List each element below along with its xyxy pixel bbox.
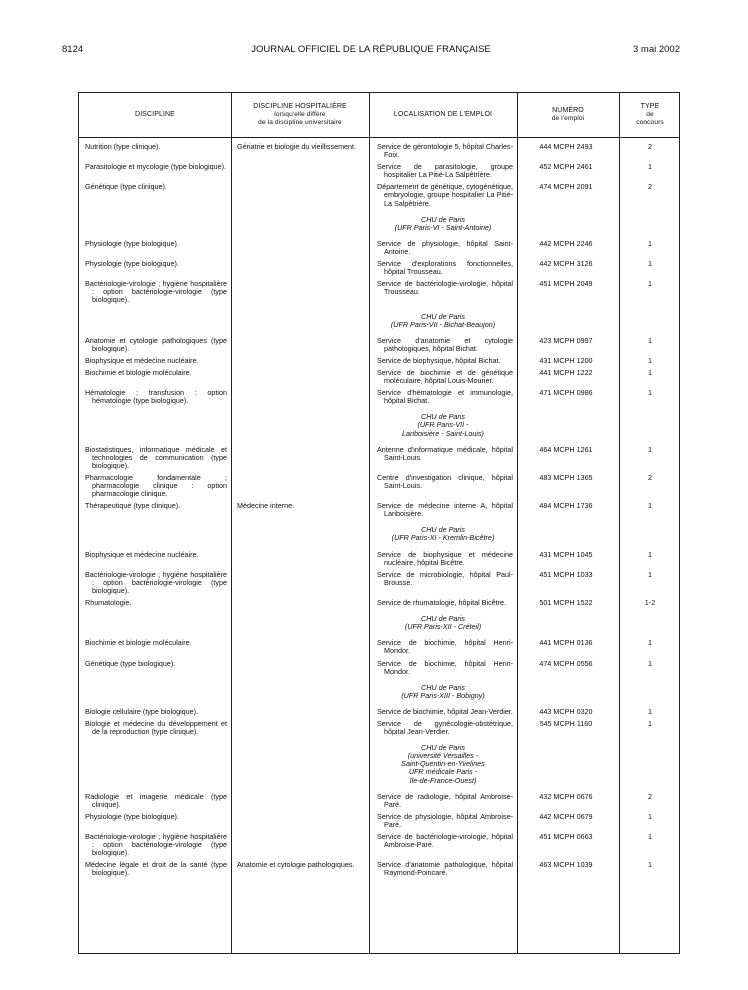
header-divider [79,137,679,138]
discipline-text: Bactériologie-virologie ; hygiène hospitalière : option bactériologie-virologie (type biologique). [85,569,227,595]
section-heading-text [369,413,517,437]
numero-cell: 423 MCPH 0997 [539,335,593,345]
table-row [79,143,681,159]
discipline-cell [79,551,231,567]
type-cell: 1 [648,501,652,511]
section-heading-line: CHU de Paris [421,682,465,692]
localisation-text: Service d'explorations fonctionnelles, hôpital Trousseau. [377,259,513,277]
discipline-text: Génétique (type biologique). [85,658,176,668]
localisation-text: Service de parasitologie, groupe hospitalier La Pitié-La Salpêtrière. [377,162,513,180]
localisation-cell [369,660,517,676]
localisation-text: Service de bactériologie-virologie, hôpital Ambroise-Paré. [377,832,513,850]
numero-cell: 451 MCPH 2049 [539,279,593,289]
type-cell: 1 [648,811,652,821]
section-heading [79,744,517,784]
type-cell: 2 [648,142,652,151]
type-cell: 1 [648,832,652,841]
discipline-text: Thérapeutique (type clinique). [85,501,181,511]
employment-table [78,92,680,954]
table-row [79,861,681,877]
section-heading-line: Ile-de-France-Ouest) [409,775,477,785]
section-heading [79,615,517,631]
table-row [79,337,681,353]
localisation-text: Service de biochimie, hôpital Henri-Mondor. [377,658,513,676]
numero-cell: 442 MCPH 2246 [539,238,593,248]
type-cell: 1 [648,355,652,365]
type-cell: 1 [648,444,652,454]
numero-cell: 432 MCPH 0676 [539,791,593,801]
hospitaliere-cell [231,813,369,829]
discipline-cell [79,833,231,857]
type-cell: 1 [648,658,652,668]
numero-cell: 441 MCPH 1222 [539,367,593,377]
localisation-cell [369,502,517,518]
localisation-cell [369,793,517,809]
table-row [79,446,681,470]
hospitaliere-cell [231,389,369,405]
discipline-text: Nutrition (type clinique). [85,142,161,151]
type-cell: 1-2 [644,598,656,608]
table-row [79,369,681,385]
table-row [79,389,681,405]
discipline-cell [79,708,231,716]
discipline-text: Rhumatologie. [85,598,132,608]
hospitaliere-cell [231,660,369,676]
discipline-cell [79,571,231,595]
col-header-type-line3: concours [636,119,664,126]
type-cell: 1 [648,259,652,269]
table-row [79,551,681,567]
discipline-cell [79,599,231,607]
type-cell: 1 [648,549,652,559]
localisation-cell [369,571,517,595]
publication-date: 3 mai 2002 [632,44,680,55]
localisation-cell [369,474,517,498]
table-row [79,240,681,256]
localisation-text: Service de biochimie, hôpital Henri-Mondor. [377,638,513,656]
table-row [79,660,681,676]
localisation-cell [369,833,517,857]
section-heading-text [369,216,517,232]
discipline-text: Bactériologie-virologie ; hygiène hospitalière : option bactériologie-virologie (type biologique). [85,279,227,305]
discipline-text: Physiologie (type biologique). [85,811,179,821]
col-header-type-line2: de [646,111,654,118]
discipline-text: Physiologie (type biologique). [85,259,179,269]
section-heading-line: CHU de Paris [421,214,465,224]
section-heading-text [369,313,517,329]
type-cell: 1 [648,569,652,579]
localisation-text: Service de physiologie, hôpital Saint-Antoine. [377,238,513,256]
type-cell: 2 [648,472,652,482]
hospitaliere-cell [231,280,369,304]
discipline-cell [79,446,231,470]
discipline-cell [79,260,231,276]
discipline-cell [79,357,231,365]
discipline-text: Pharmacologie fondamentale ; pharmacologie clinique : option pharmacologie clinique. [85,472,227,499]
table-row [79,183,681,207]
col-header-numero [517,93,619,137]
table-row [79,474,681,498]
localisation-text: Service de radiologie, hôpital Ambroise-Paré. [377,791,513,809]
hospitaliere-cell [231,357,369,365]
localisation-text: Service de microbiologie, hôpital Paul-Brousse. [377,569,513,587]
type-cell: 1 [648,279,652,289]
discipline-text: Médecine légale et droit de la santé (type biologique). [85,860,227,878]
section-heading-line: CHU de Paris [421,525,465,535]
numero-cell: 471 MCPH 0986 [539,388,593,398]
localisation-cell [369,708,517,716]
localisation-text: Service de biochimie, hôpital Jean-Verdier. [377,706,513,716]
table-row [79,571,681,595]
journal-title: JOURNAL OFFICIEL DE LA RÉPUBLIQUE FRANÇAISE [251,44,491,55]
localisation-text: Service d'anatomie pathologique, hôpital Raymond-Poincaré. [377,860,513,878]
localisation-cell [369,720,517,736]
table-row [79,280,681,304]
section-heading-line: (UFR Paris-VI - Saint-Antoine) [394,222,492,232]
section-heading [79,413,517,437]
discipline-cell [79,163,231,179]
section-heading-line: (UFR Paris-VII - [417,420,469,430]
table-row [79,793,681,809]
section-heading-line: Saint-Quentin-en-Yvelines [401,759,485,769]
numero-cell: 451 MCPH 1033 [539,569,593,579]
discipline-cell [79,143,231,159]
discipline-text: Biologie cellulaire (type biologique). [85,706,199,716]
numero-cell: 474 MCPH 0556 [539,658,593,668]
section-heading-text [369,526,517,542]
discipline-text: Anatomie et cytologie pathologiques (type biologique). [85,335,227,353]
table-row [79,599,681,607]
hospitaliere-cell [231,708,369,716]
section-heading [79,684,517,700]
discipline-cell [79,369,231,385]
type-cell: 1 [648,367,652,377]
localisation-text: Service de médecine interne A, hôpital Lariboisière. [377,501,513,519]
discipline-cell [79,280,231,304]
localisation-cell [369,551,517,567]
type-cell: 1 [648,388,652,398]
section-heading [79,526,517,542]
col-header-numero-line1: NUMÉRO [552,107,584,114]
numero-cell: 474 MCPH 2091 [539,182,593,192]
localisation-cell [369,143,517,159]
discipline-cell [79,720,231,736]
discipline-cell [79,183,231,207]
numero-cell: 441 MCPH 0136 [539,638,593,648]
type-cell: 1 [648,860,652,870]
discipline-text: Génétique (type clinique). [85,182,167,192]
localisation-cell [369,813,517,829]
discipline-text: Bactériologie-virologie ; hygiène hospitalière : option bactériologie-virologie (type biologique). [85,832,227,858]
localisation-cell [369,369,517,385]
hospitaliere-cell [231,720,369,736]
discipline-text: Biologie et médecine du développement et de la reproduction (type clinique). [85,718,227,737]
col-header-discipline [79,93,231,137]
hospitaliere-cell [231,833,369,857]
discipline-cell [79,337,231,353]
localisation-cell [369,446,517,470]
localisation-text: Service de biophysique, hôpital Bichat. [377,355,501,365]
hospitaliere-cell [231,260,369,276]
localisation-text: Centre d'investigation clinique, hôpital Saint-Louis. [377,472,513,490]
localisation-cell [369,260,517,276]
col-header-hospitaliere-line3: de la discipline universitaire [258,119,342,126]
localisation-cell [369,599,517,607]
col-header-numero-line2: de l'emploi [551,115,585,122]
col-header-type [619,93,681,137]
type-cell: 1 [648,718,652,728]
localisation-text: Antenne d'informatique médicale, hôpital Saint-Louis. [377,444,513,462]
hospitaliere-cell: Médecine interne. [237,501,295,511]
discipline-cell [79,660,231,676]
localisation-cell [369,240,517,256]
localisation-text: Service de physiologie, hôpital Ambroise-Paré. [377,811,513,829]
localisation-text: Département de génétique, cytogénétique, embryologie, groupe hospitalier La Pitié-La Salpêtrière. [377,182,513,208]
localisation-text: Service de biochimie et de génétique moléculaire, hôpital Louis-Mourier. [377,367,513,386]
discipline-cell [79,861,231,877]
section-heading [79,313,517,329]
hospitaliere-cell [231,240,369,256]
numero-cell: 451 MCPH 0663 [539,832,593,841]
discipline-cell [79,389,231,405]
col-header-hospitaliere-line2: lorsqu'elle diffère [274,111,326,118]
numero-cell: 545 MCPH 1160 [539,718,593,728]
discipline-text: Biophysique et médecine nucléaire. [85,549,199,559]
localisation-cell [369,639,517,655]
discipline-cell [79,793,231,809]
localisation-text: Service de rhumatologie, hôpital Bicêtre. [377,598,507,608]
section-heading-line: CHU de Paris [421,311,465,321]
col-header-localisation-label: LOCALISATION DE L'EMPLOI [393,111,493,118]
discipline-text: Hématologie ; transfusion : option hématologie (type biologique). [85,388,227,406]
section-heading-line: UFR médicale Paris - [408,767,478,777]
discipline-text: Radiologie et imagerie médicale (type clinique). [85,791,227,809]
localisation-cell [369,861,517,877]
section-heading [79,216,517,232]
hospitaliere-cell: Gériatrie et biologie du vieillissement. [237,142,357,151]
hospitaliere-cell [231,337,369,353]
col-header-localisation [369,93,517,137]
localisation-text: Service de bactériologie-virologie, hôpital Trousseau. [377,279,513,297]
numero-cell: 431 MCPH 1200 [539,355,593,365]
localisation-text: Service de biophysique et médecine nucléaire, hôpital Bicêtre. [377,549,513,567]
hospitaliere-cell [231,639,369,655]
discipline-cell [79,240,231,256]
discipline-text: Parasitologie et mycologie (type biologique). [85,162,227,172]
hospitaliere-cell [231,163,369,179]
numero-cell: 431 MCPH 1045 [539,549,593,559]
col-header-hospitaliere [231,93,369,137]
type-cell: 1 [648,335,652,345]
hospitaliere-cell: Anatomie et cytologie pathologiques. [237,860,355,870]
type-cell: 1 [648,638,652,648]
page-number: 8124 [62,44,84,55]
table-row [79,813,681,829]
discipline-text: Biochimie et biologie moléculaire. [85,638,192,648]
hospitaliere-cell [231,551,369,567]
localisation-cell [369,337,517,353]
hospitaliere-cell [231,446,369,470]
localisation-cell [369,280,517,304]
localisation-cell [369,389,517,405]
hospitaliere-cell [231,793,369,809]
section-heading-text [369,615,517,631]
localisation-cell [369,357,517,365]
section-heading-line: (université Versailles - [407,751,479,761]
numero-cell: 444 MCPH 2493 [539,142,593,151]
numero-cell: 443 MCPH 0320 [539,706,593,716]
numero-cell: 442 MCPH 3126 [539,259,593,269]
table-row [79,502,681,518]
discipline-cell [79,639,231,655]
discipline-text: Biostatistiques, informatique médicale et technologies de communication (type biologique). [85,444,227,470]
hospitaliere-cell [231,571,369,595]
type-cell: 1 [648,706,652,716]
localisation-text: Service de gérontologie 5, hôpital Charles-Foix. [377,142,513,160]
table-row [79,260,681,276]
section-heading-line: (UFR Paris-XII - Créteil) [404,622,482,632]
discipline-cell [79,813,231,829]
discipline-cell [79,502,231,518]
section-heading-line: (UFR Paris-VII - Bichat-Beaujon) [390,319,496,329]
type-cell: 1 [648,162,652,172]
type-cell: 2 [648,791,652,801]
section-heading-line: CHU de Paris [421,743,465,753]
discipline-text: Biophysique et médecine nucléaire. [85,355,199,365]
numero-cell: 464 MCPH 1261 [539,444,593,454]
discipline-text: Biochimie et biologie moléculaire. [85,367,192,377]
type-cell: 1 [648,238,652,248]
section-heading-line: Lariboisière - Saint-Louis) [402,428,484,438]
section-heading-line: (UFR Paris-XIII - Bobigny) [401,690,485,700]
table-row [79,357,681,365]
hospitaliere-cell [231,369,369,385]
hospitaliere-cell [231,183,369,207]
col-header-hospitaliere-line1: DISCIPLINE HOSPITALIÈRE [253,103,347,110]
table-row [79,639,681,655]
section-heading-text [369,744,517,784]
localisation-text: Service d'hématologie et immunologie, hôpital Bichat. [377,388,513,406]
col-header-type-line1: TYPE [640,103,660,110]
discipline-cell [79,474,231,498]
table-body [79,143,681,881]
section-heading-line: (UFR Paris-XI - Kremlin-Bicêtre) [391,533,495,543]
section-heading-line: CHU de Paris [421,412,465,422]
localisation-cell [369,183,517,207]
section-heading-line: CHU de Paris [421,614,465,624]
discipline-text: Physiologie (type biologique). [85,238,179,248]
numero-cell: 442 MCPH 0679 [539,811,593,821]
table-row [79,163,681,179]
numero-cell: 483 MCPH 1365 [539,472,593,482]
numero-cell: 484 MCPH 1736 [539,501,593,511]
numero-cell: 501 MCPH 1522 [539,598,593,608]
localisation-cell [369,163,517,179]
table-row [79,833,681,857]
type-cell: 2 [648,182,652,192]
page-header [62,44,680,58]
table-row [79,708,681,716]
hospitaliere-cell [231,599,369,607]
table-row [79,720,681,736]
section-heading-text [369,684,517,700]
localisation-text: Service d'anatomie et cytologie pathologiques, hôpital Bichat. [377,335,513,353]
numero-cell: 463 MCPH 1039 [539,860,593,870]
col-header-discipline-label: DISCIPLINE [135,111,175,118]
localisation-text: Service de gynécologie-obstétrique, hôpital Jean-Verdier. [377,718,513,737]
numero-cell: 452 MCPH 2461 [539,162,593,172]
hospitaliere-cell [231,474,369,498]
